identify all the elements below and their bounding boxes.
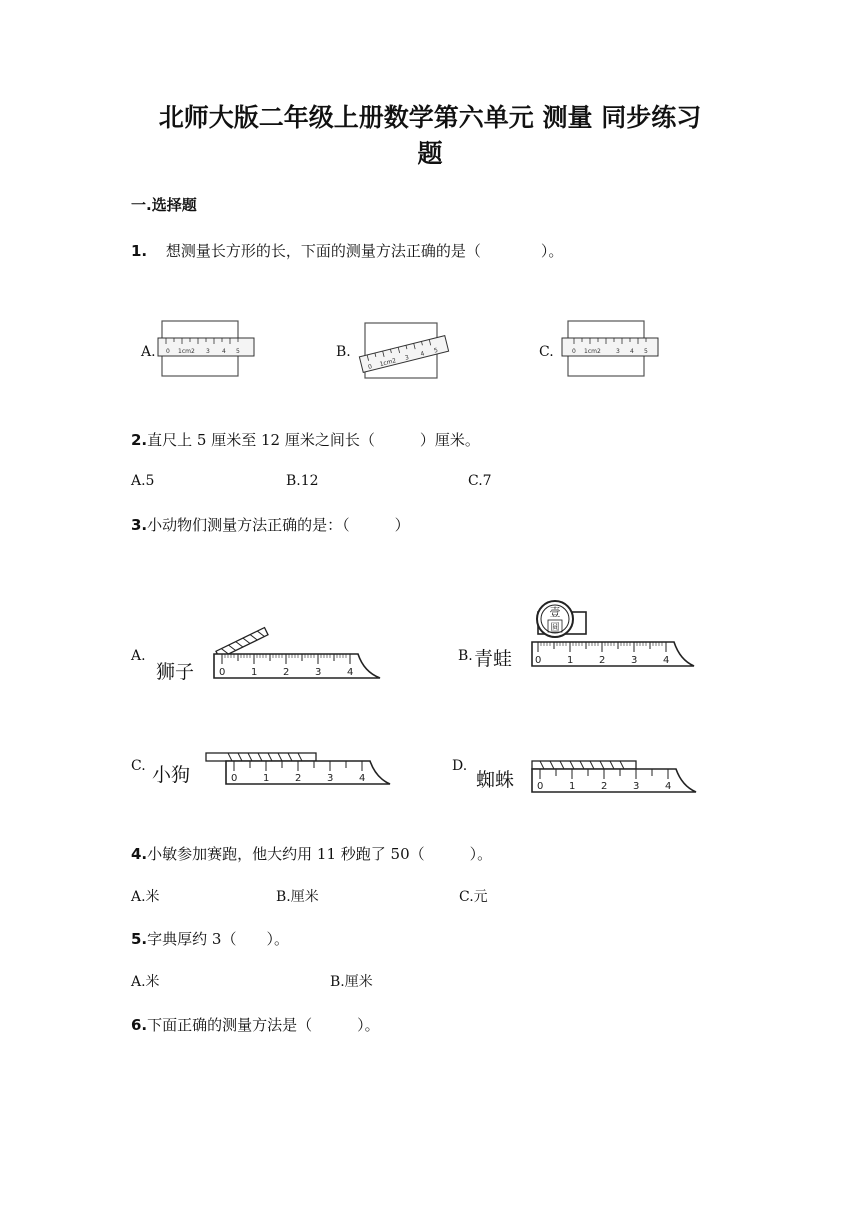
question-text: 直尺上 5 厘米至 12 厘米之间长（ ）厘米。: [147, 431, 480, 449]
question-1: [131, 240, 563, 261]
q1-figure-a: [158, 318, 258, 378]
q2-option-c: C.7: [468, 473, 492, 489]
ruler-tick: 2: [601, 781, 608, 792]
ruler-tick: 4: [347, 667, 354, 678]
q1-figure-b: [360, 320, 450, 380]
ruler-tick: 2: [599, 655, 606, 666]
ruler-tick: 2: [283, 667, 290, 678]
q5-option-a: A.米: [131, 974, 160, 990]
ruler-tick: 3: [206, 348, 210, 355]
q2-option-b: B.12: [286, 473, 319, 489]
question-number: 5.: [131, 930, 148, 948]
question-3: [131, 514, 410, 535]
animal-frog: 青蛙: [474, 648, 513, 670]
ruler-tick: 1: [263, 773, 270, 784]
ruler-tick: 2: [295, 773, 302, 784]
ruler-tick: 4: [359, 773, 366, 784]
animal-spider: 蜘蛛: [476, 769, 515, 791]
question-4: [131, 843, 492, 864]
ruler-tick: 1cm2: [178, 348, 195, 355]
question-number: 4.: [131, 845, 148, 863]
ruler-tick: 4: [665, 781, 672, 792]
ruler-tick: 3: [633, 781, 640, 792]
ruler-tick: 1: [567, 655, 574, 666]
ruler-tick: 3: [315, 667, 322, 678]
title-line-1: 北师大版二年级上册数学第六单元 测量 同步练习: [158, 103, 702, 132]
ruler-tick: 3: [327, 773, 334, 784]
ruler-tick: 3: [616, 348, 620, 355]
ruler-tick: 3: [631, 655, 638, 666]
question-text: 字典厚约 3（ ）。: [147, 930, 289, 948]
ruler-tick: 0: [535, 655, 542, 666]
q3-figure-c: [204, 750, 394, 788]
ruler-tick: 4: [663, 655, 670, 666]
q5-option-b: B.厘米: [330, 974, 373, 990]
ruler-tick: 5: [236, 348, 240, 355]
question-text: 下面正确的测量方法是（ ）。: [147, 1016, 380, 1034]
q4-option-b: B.厘米: [276, 889, 319, 905]
page-title: [0, 100, 860, 172]
question-5: [131, 928, 289, 949]
q1-option-a: A.: [141, 344, 156, 360]
ruler-tick: 0: [219, 667, 226, 678]
q3-figure-b: [530, 592, 696, 670]
ruler-tick: 3: [404, 354, 410, 362]
ruler-tick: 0: [231, 773, 238, 784]
q1-figure-c: [560, 318, 660, 378]
q4-option-a: A.米: [131, 889, 160, 905]
q1-option-b: B.: [336, 344, 351, 360]
ruler-tick: 0: [537, 781, 544, 792]
q3-option-a: A.: [131, 648, 146, 664]
q4-option-c: C.元: [459, 889, 488, 905]
ruler-tick: 0: [166, 348, 170, 355]
question-text: 想测量长方形的长，下面的测量方法正确的是（ ）。: [165, 242, 564, 260]
q3-option-c: C.: [131, 758, 146, 774]
ruler-tick: 4: [630, 348, 634, 355]
question-number: 2.: [131, 431, 148, 449]
q2-option-a: A.5: [131, 473, 155, 489]
q3-figure-d: [528, 758, 698, 794]
ruler-tick: 5: [644, 348, 648, 355]
ruler-tick: 4: [419, 350, 426, 358]
ruler-tick: 1: [251, 667, 258, 678]
animal-lion: 狮子: [156, 661, 195, 683]
question-text: 小动物们测量方法正确的是：（ ）: [147, 516, 410, 534]
ruler-tick: 4: [222, 348, 226, 355]
coin-char-1: 壹: [549, 606, 561, 619]
question-6: [131, 1014, 380, 1035]
ruler-tick: 1: [569, 781, 576, 792]
animal-dog: 小狗: [152, 764, 191, 786]
question-text: 小敏参加赛跑，他大约用 11 秒跑了 50（ ）。: [147, 845, 493, 863]
title-line-2: 题: [417, 139, 443, 168]
question-number: 6.: [131, 1016, 148, 1034]
q3-figure-a: [212, 624, 384, 682]
coin-char-2: 圆: [550, 623, 560, 633]
ruler-tick: 1cm2: [379, 357, 397, 369]
ruler-tick: 1cm2: [584, 348, 601, 355]
ruler-tick: 0: [572, 348, 576, 355]
q1-option-c: C.: [539, 344, 554, 360]
ruler-tick: 0: [367, 363, 373, 371]
question-number: 1.: [131, 242, 148, 260]
section-heading: 一.选择题: [131, 196, 197, 214]
ruler-tick: 5: [433, 346, 439, 355]
q3-option-b: B.: [458, 648, 473, 664]
q3-option-d: D.: [452, 758, 468, 774]
question-2: [131, 429, 480, 450]
question-number: 3.: [131, 516, 148, 534]
